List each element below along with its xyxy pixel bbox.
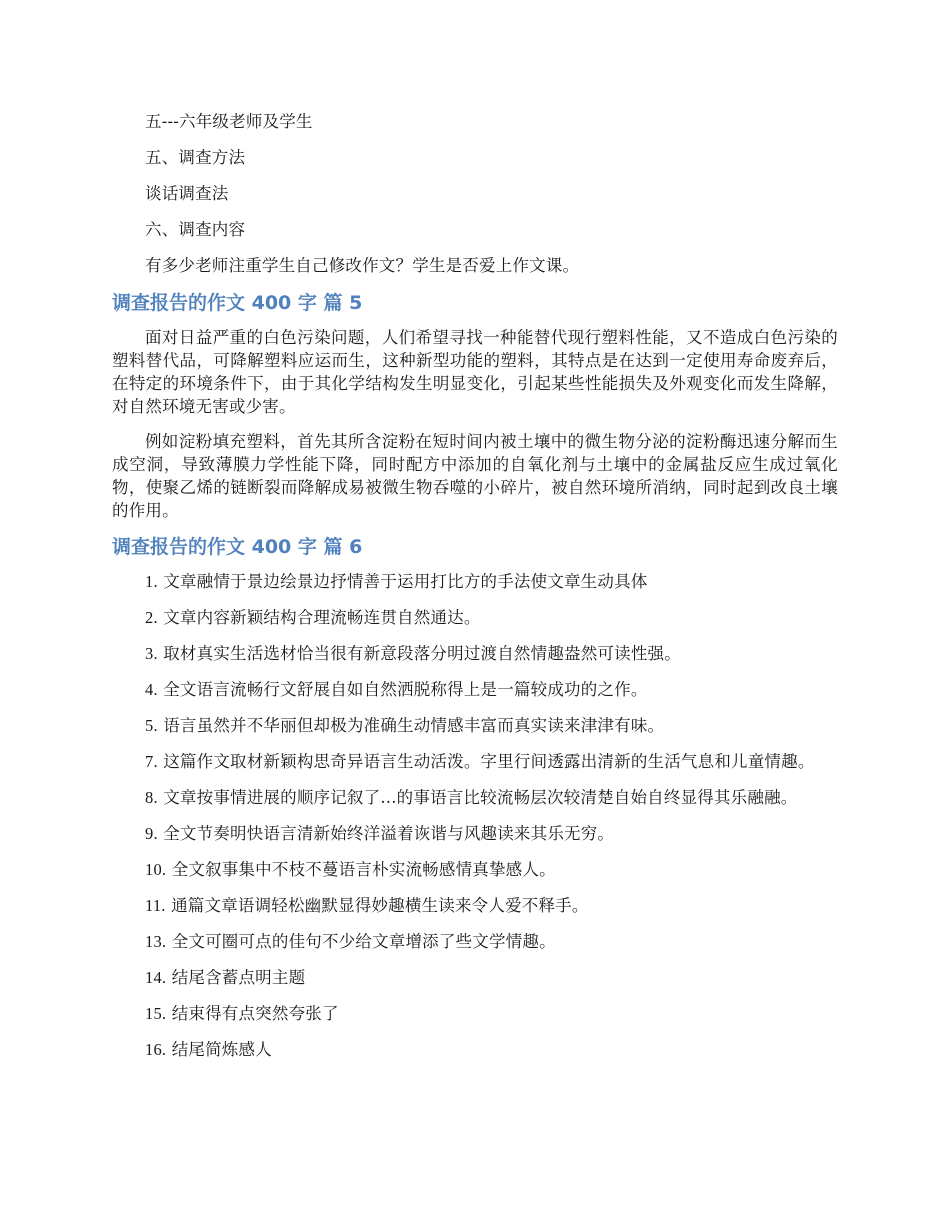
list-item-text: 全文节奏明快语言清新始终洋溢着诙谐与风趣读来其乐无穷。 bbox=[163, 824, 615, 843]
list-item-text: 全文叙事集中不枝不蔓语言朴实流畅感情真挚感人。 bbox=[171, 860, 556, 879]
list-item-number: 8. bbox=[145, 788, 158, 807]
list-item-text: 全文可圈可点的佳句不少给文章增添了些文学情趣。 bbox=[171, 932, 556, 951]
list-item-number: 13. bbox=[145, 932, 167, 951]
list-item bbox=[112, 606, 838, 629]
list-item-text: 这篇作文取材新颖构思奇异语言生动活泼。字里行间透露出清新的生活气息和儿童情趣。 bbox=[163, 752, 815, 771]
list-item-number: 14. bbox=[145, 968, 167, 987]
list-item-text: 结束得有点突然夸张了 bbox=[171, 1004, 339, 1023]
section-5-heading: 调查报告的作文 400 字 篇 5 bbox=[112, 292, 363, 314]
list-item-number: 5. bbox=[145, 716, 158, 735]
list-item-number: 15. bbox=[145, 1004, 167, 1023]
section-6-heading: 调查报告的作文 400 字 篇 6 bbox=[112, 536, 363, 558]
intro-line: 有多少老师注重学生自己修改作文？学生是否爱上作文课。 bbox=[145, 256, 580, 275]
list-item-text: 文章融情于景边绘景边抒情善于运用打比方的手法使文章生动具体 bbox=[163, 572, 648, 591]
list-item bbox=[112, 678, 838, 701]
list-item-text: 取材真实生活选材恰当很有新意段落分明过渡自然情趣盎然可读性强。 bbox=[163, 644, 681, 663]
intro-line: 六、调查内容 bbox=[145, 220, 246, 239]
list-item bbox=[112, 858, 838, 881]
intro-line: 五---六年级老师及学生 bbox=[145, 112, 313, 131]
list-item bbox=[112, 1002, 838, 1025]
intro-line: 五、调查方法 bbox=[145, 148, 246, 167]
list-item bbox=[112, 714, 838, 737]
list-item bbox=[112, 642, 838, 665]
list-item bbox=[112, 570, 838, 593]
list-item-number: 7. bbox=[145, 752, 158, 771]
section-5-paragraph: 面对日益严重的白色污染问题，人们希望寻找一种能替代现行塑料性能，又不造成白色污染的塑料替代品，可降解塑料应运而生，这种新型功能的塑料，其特点是在达到一定使用寿命废弃后，在特定的环境条件下，由于其化学结构发生明显变化，引起某些性能损失及外观变化而发生降解，对自然环境无害或少害。 bbox=[112, 328, 838, 416]
comment-list bbox=[112, 570, 838, 1061]
list-item-number: 4. bbox=[145, 680, 158, 699]
list-item-text: 结尾含蓄点明主题 bbox=[171, 968, 306, 987]
list-item-number: 1. bbox=[145, 572, 158, 591]
list-item-text: 通篇文章语调轻松幽默显得妙趣横生读来令人爱不释手。 bbox=[171, 896, 589, 915]
list-item bbox=[112, 894, 838, 917]
list-item-number: 2. bbox=[145, 608, 158, 627]
list-item-number: 9. bbox=[145, 824, 158, 843]
list-item-text: 语言虽然并不华丽但却极为准确生动情感丰富而真实读来津津有味。 bbox=[163, 716, 665, 735]
list-item-number: 10. bbox=[145, 860, 167, 879]
list-item-text: 文章内容新颖结构合理流畅连贯自然通达。 bbox=[163, 608, 481, 627]
section-5-paragraph: 例如淀粉填充塑料，首先其所含淀粉在短时间内被土壤中的微生物分泌的淀粉酶迅速分解而生成空洞，导致薄膜力学性能下降，同时配方中添加的自氧化剂与土壤中的金属盐反应生成过氧化物，使聚乙烯的链断裂而降解成易被微生物吞噬的小碎片，被自然环境所消纳，同时起到改良土壤的作用。 bbox=[112, 432, 838, 520]
list-item bbox=[112, 750, 838, 773]
list-item bbox=[112, 1038, 838, 1061]
list-item-text: 结尾简炼感人 bbox=[171, 1040, 272, 1059]
list-item-text: 文章按事情进展的顺序记叙了...的事语言比较流畅层次较清楚自始自终显得其乐融融。 bbox=[163, 788, 798, 807]
intro-line: 谈话调查法 bbox=[145, 184, 229, 203]
list-item bbox=[112, 786, 838, 809]
list-item-number: 16. bbox=[145, 1040, 167, 1059]
list-item bbox=[112, 966, 838, 989]
list-item-number: 11. bbox=[145, 896, 166, 915]
list-item bbox=[112, 822, 838, 845]
list-item-number: 3. bbox=[145, 644, 158, 663]
list-item-text: 全文语言流畅行文舒展自如自然洒脱称得上是一篇较成功的之作。 bbox=[163, 680, 648, 699]
list-item bbox=[112, 930, 838, 953]
